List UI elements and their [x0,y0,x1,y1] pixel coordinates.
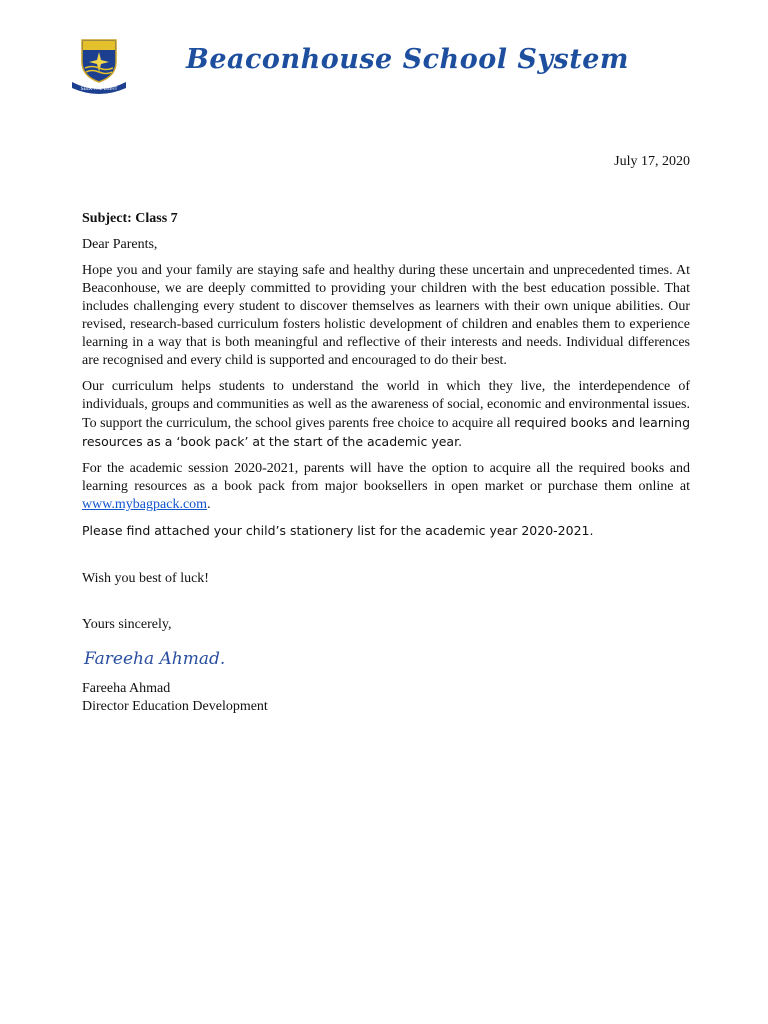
letter-subject: Subject: Class 7 [82,211,178,226]
signature-image [82,640,252,674]
paragraph-3 [82,460,690,514]
paragraph-2-main: Our curriculum helps students to understand the world in which they live, the interdependence of individuals, groups and communities as well as the awareness of social, economic and environmental issues. To support the curriculum, the school gives parents free choice to acquire all [82,379,690,431]
wish-line: Wish you best of luck! [82,571,209,586]
paragraph-3-end: . [207,497,211,512]
letter-body [82,210,690,716]
signer-title: Director Education Development [82,699,268,714]
paragraph-3-main: For the academic session 2020-2021, parents will have the option to acquire all the required books and learning resources as a book pack from major booksellers in open market or purchase them online at [82,461,690,494]
paragraph-4: Please find attached your child’s stationery list for the academic year 2020-2021. [82,523,594,538]
signer-name: Fareeha Ahmad [82,681,171,696]
school-crest-icon [68,38,130,94]
svg-text:SEEK THE LIGHT: SEEK THE LIGHT [80,87,118,92]
school-name: Beaconhouse School System [186,44,629,75]
paragraph-1: Hope you and your family are staying safe and healthy during these uncertain and unprecedented times. At Beaconhouse, we are deeply committed to providing your children with the best education possible. That includes challenging every student to discover themselves as learners with their own unique abilities. Our revised, research-based curriculum fosters holistic development of children and enables them to experience learning in a way that is both meaningful and reflective of their interests and needs. Individual differences are recognised and every child is supported and encouraged to do their best. [82,263,690,368]
paragraph-2-tail: required books and learning resources as a ‘book pack’ at the start of the academic year. [82,415,691,449]
paragraph-2 [82,378,690,452]
closing-line: Yours sincerely, [82,617,172,632]
letter-salutation: Dear Parents, [82,237,158,252]
svg-text:Fareeha Ahmad.: Fareeha Ahmad. [84,649,226,669]
mybagpack-link[interactable]: www.mybagpack.com [82,497,208,512]
letter-date: July 17, 2020 [614,154,690,169]
